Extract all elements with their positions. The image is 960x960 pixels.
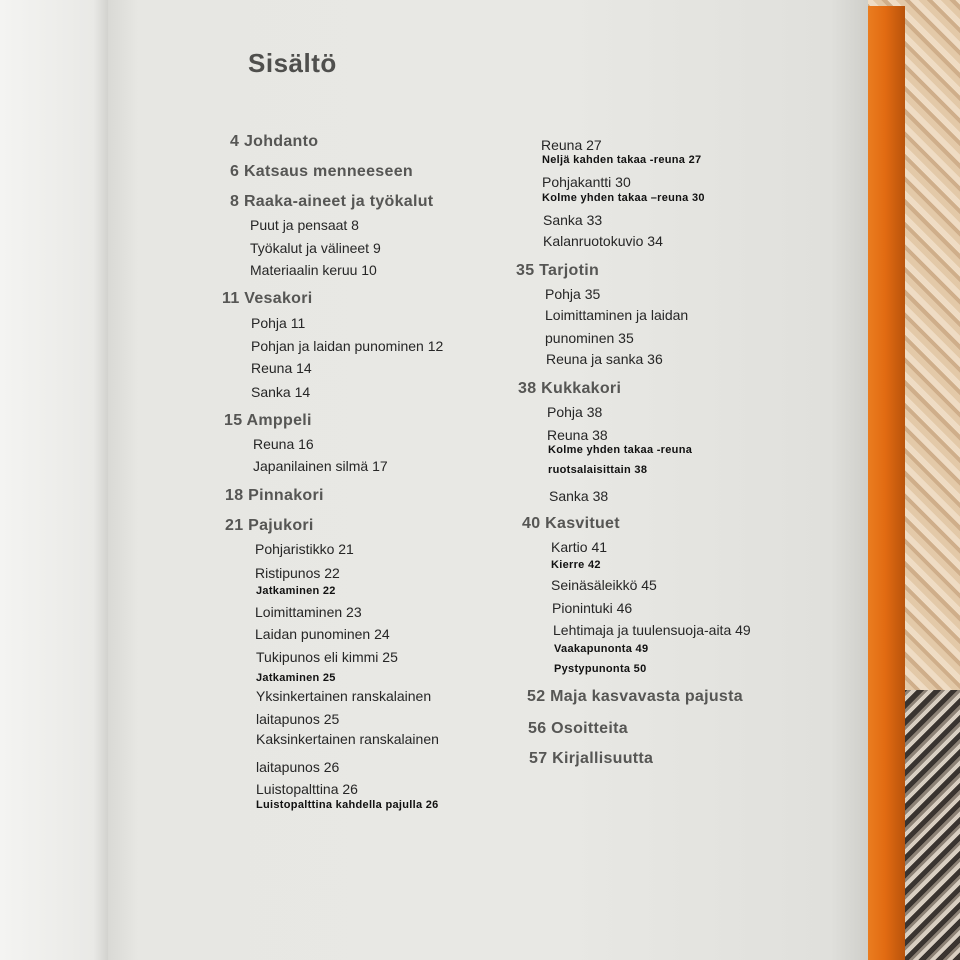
toc-section: Reuna 38 — [547, 427, 608, 443]
toc-section: Kaksinkertainen ranskalainen — [256, 731, 439, 747]
toc-section: Loimittaminen ja laidan — [545, 307, 689, 323]
toc-section: Kalanruotokuvio 34 — [543, 233, 663, 249]
toc-chapter: 40 Kasvituet — [522, 515, 620, 532]
toc-section: Sanka 38 — [549, 488, 609, 504]
page-title: Sisältö — [248, 48, 337, 78]
toc-section: Pohja 11 — [251, 315, 306, 331]
toc-section: Reuna 14 — [251, 360, 312, 376]
toc-section: Pohjan ja laidan punominen 12 — [251, 338, 444, 354]
toc-section: laitapunos 26 — [256, 759, 340, 775]
toc-subsection: Neljä kahden takaa -reuna 27 — [542, 154, 702, 166]
toc-section: Reuna 16 — [253, 436, 314, 452]
toc-section: Puut ja pensaat 8 — [250, 217, 359, 233]
contents-page — [108, 0, 868, 960]
toc-section: Laidan punominen 24 — [255, 626, 390, 642]
toc-subsection: Vaakapunonta 49 — [554, 643, 649, 655]
toc-subsection: Jatkaminen 22 — [256, 585, 336, 597]
toc-chapter: 15 Amppeli — [224, 412, 312, 429]
toc-section: Tukipunos eli kimmi 25 — [256, 649, 398, 665]
toc-section: Pohja 35 — [545, 286, 601, 302]
toc-subsection: Jatkaminen 25 — [256, 672, 336, 684]
toc-section: Pohja 38 — [547, 404, 603, 420]
toc-subsection: Kolme yhden takaa –reuna 30 — [542, 192, 705, 204]
toc-section: Pohjakantti 30 — [542, 174, 631, 190]
toc-subsection: Kierre 42 — [551, 559, 601, 571]
toc-section: Yksinkertainen ranskalainen — [256, 688, 432, 704]
toc-chapter: 56 Osoitteita — [528, 720, 628, 737]
toc-chapter: 35 Tarjotin — [516, 262, 600, 279]
toc-section: Seinäsäleikkö 45 — [551, 577, 657, 593]
toc-chapter: 4 Johdanto — [230, 133, 319, 150]
left-page — [0, 0, 110, 960]
toc-section: Kartio 41 — [551, 539, 608, 555]
toc-chapter: 18 Pinnakori — [225, 487, 324, 504]
toc-section: Loimittaminen 23 — [255, 604, 362, 620]
toc-chapter: 6 Katsaus menneeseen — [230, 163, 413, 180]
toc-chapter: 38 Kukkakori — [518, 380, 622, 397]
fabric-background-dark — [900, 690, 960, 960]
toc-section: Luistopalttina 26 — [256, 781, 358, 797]
toc-subsection: Kolme yhden takaa -reuna — [548, 444, 693, 456]
toc-section: Pionintuki 46 — [552, 600, 633, 616]
toc-section: Reuna ja sanka 36 — [546, 351, 663, 367]
toc-chapter: 21 Pajukori — [225, 517, 314, 534]
toc-section: punominen 35 — [545, 330, 634, 346]
toc-chapter: 11 Vesakori — [222, 290, 313, 307]
toc-section: Materiaalin keruu 10 — [250, 262, 377, 278]
toc-section: Pohjaristikko 21 — [255, 541, 354, 557]
toc-subsection: Pystypunonta 50 — [554, 663, 647, 675]
toc-section: laitapunos 25 — [256, 711, 340, 727]
toc-section: Japanilainen silmä 17 — [253, 458, 388, 474]
toc-section: Sanka 14 — [251, 384, 311, 400]
toc-chapter: 52 Maja kasvavasta pajusta — [527, 688, 743, 705]
toc-subsection: ruotsalaisittain 38 — [548, 464, 648, 476]
toc-subsection: Luistopalttina kahdella pajulla 26 — [256, 799, 439, 811]
toc-section: Työkalut ja välineet 9 — [250, 240, 381, 256]
toc-section: Sanka 33 — [543, 212, 603, 228]
toc-section: Lehtimaja ja tuulensuoja-aita 49 — [553, 622, 751, 638]
toc-chapter: 57 Kirjallisuutta — [529, 750, 654, 767]
toc-section: Ristipunos 22 — [255, 565, 340, 581]
toc-chapter: 8 Raaka-aineet ja työkalut — [230, 193, 434, 210]
toc-section: Reuna 27 — [541, 137, 602, 153]
